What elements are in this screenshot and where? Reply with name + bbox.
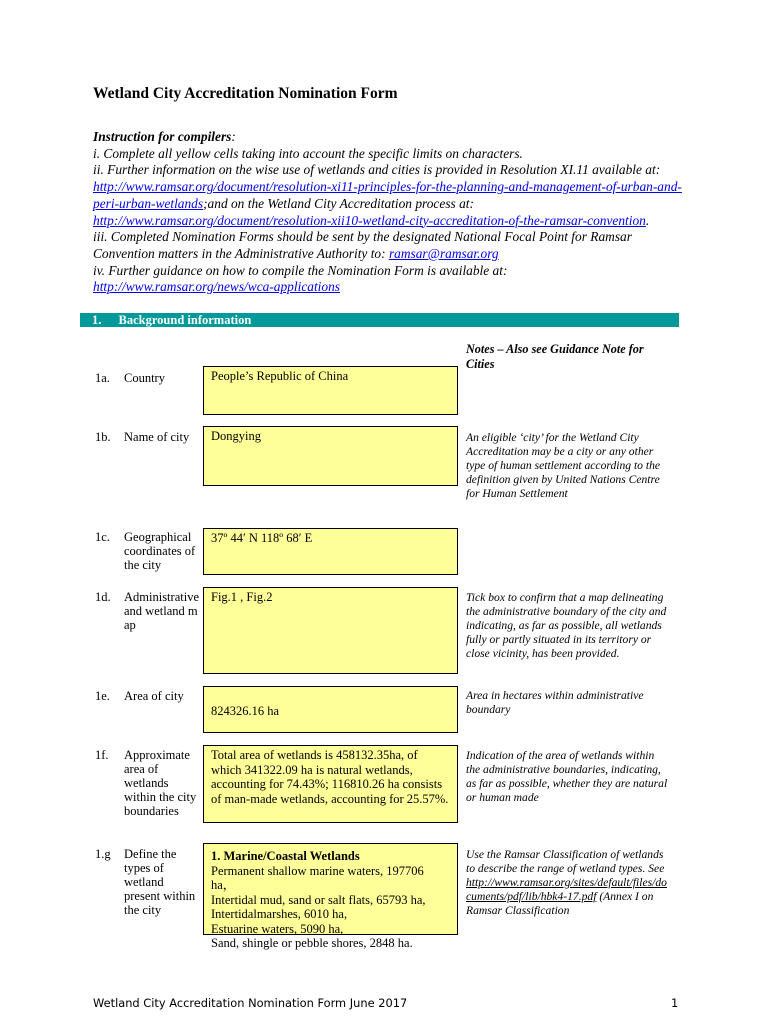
notes-heading: Notes – Also see Guidance Note for Cities xyxy=(466,342,644,371)
row-number-1f: 1f. xyxy=(95,748,109,762)
label-wetland-types: Define the types of wetland present within the city xyxy=(124,847,196,917)
note-city-definition: An eligible ‘city’ for the Wetland City Accreditation may be a city or any other type of human settlement according to the definition given by United Nations Centre for Human Settlement xyxy=(466,431,661,500)
row-number-1g: 1.g xyxy=(95,847,111,861)
resolution-xii10-link[interactable]: http://www.ramsar.org/document/resolution-xii10-wetland-city-accreditation-of-the-ramsar-convention xyxy=(93,212,646,228)
instructions-block xyxy=(93,129,683,296)
wetland-type-item: Estuarine waters, 5090 ha, xyxy=(211,921,344,936)
note-area-city: Area in hectares within administrative boundary xyxy=(466,689,644,716)
section-number: 1. xyxy=(92,313,102,327)
page-number: 1 xyxy=(671,996,679,1010)
area-city-field[interactable]: 824326.16 ha xyxy=(203,686,458,733)
label-country: Country xyxy=(124,371,165,385)
wetland-types-field[interactable] xyxy=(203,843,458,950)
wetland-type-item: Intertidal mud, sand or salt flats, 65793 ha, xyxy=(211,892,426,907)
ramsar-email-link[interactable]: ramsar@ramsar.org xyxy=(388,245,499,261)
label-map: Administrative and wetland map xyxy=(124,590,199,632)
coordinates-field[interactable]: 37º 44′ N 118º 68′ E xyxy=(203,528,458,575)
row-number-1a: 1a. xyxy=(95,371,110,385)
instructions-heading-colon: : xyxy=(231,129,236,144)
section-title: Background information xyxy=(118,313,252,327)
label-city-name: Name of city xyxy=(124,430,190,444)
wca-applications-link[interactable]: http://www.ramsar.org/news/wca-applications xyxy=(93,279,340,295)
note-wetland-types xyxy=(466,848,671,918)
note-wetland-area: Indication of the area of wetlands within the administrative boundaries, indicating, as far as possible, whether they are natural or human made xyxy=(466,749,668,804)
wetland-type-item: Intertidalmarshes, 6010 ha, xyxy=(211,907,348,921)
section-header-background xyxy=(80,313,679,327)
wetland-types-heading: 1. Marine/Coastal Wetlands xyxy=(211,849,360,863)
note-wetland-types-text: Use the Ramsar Classification of wetlands to describe the range of wetland types. See xyxy=(466,848,665,875)
instruction-line-ii-end: . xyxy=(645,212,650,228)
row-number-1b: 1b. xyxy=(95,430,111,444)
instruction-line-ii-cont: ;and on the Wetland City Accreditation process at: xyxy=(203,195,474,211)
instruction-line-ii: ii. Further information on the wise use of wetlands and cities is provided in Resolution XI.11 available at: xyxy=(93,162,661,178)
note-map: Tick box to confirm that a map delineating the administrative boundary of the city and indicating, as far as possible, all wetlands fully or partly situated in its territory or close vicinity, has been provided. xyxy=(466,591,667,660)
label-area-city: Area of city xyxy=(124,689,184,703)
country-field[interactable]: People’s Republic of China xyxy=(203,366,458,415)
city-name-field[interactable]: Dongying xyxy=(203,426,458,486)
row-number-1d: 1d. xyxy=(95,590,111,604)
instruction-line-iv: iv. Further guidance on how to compile the Nomination Form is available at: xyxy=(93,262,508,278)
footer-text: Wetland City Accreditation Nomination Form June 2017 xyxy=(93,996,408,1010)
instruction-line-iii: iii. Completed Nomination Forms should be sent by the designated National Focal Point for Ramsar Convention matters in the Administrative Authority to: xyxy=(93,229,632,261)
note-wetland-types-annex: (Annex I on Ramsar Classification xyxy=(466,890,654,917)
ramsar-classification-link[interactable]: http://www.ramsar.org/sites/default/files/documents/pdf/lib/hbk4-17.pdf xyxy=(466,876,667,903)
wetland-type-item: Sand, shingle or pebble shores, 2848 ha. xyxy=(211,936,413,950)
instructions-heading: Instruction for compilers xyxy=(93,129,232,144)
instruction-line-i: i. Complete all yellow cells taking into account the specific limits on characters. xyxy=(93,145,523,161)
wetland-area-field[interactable]: Total area of wetlands is 458132.35ha, of which 341322.09 ha is natural wetlands, accounting for 74.43%; 116810.26 ha consists of man-made wetlands, accounting for 25.57%. xyxy=(203,745,458,823)
row-number-1e: 1e. xyxy=(95,689,110,703)
row-number-1c: 1c. xyxy=(95,530,110,544)
map-field[interactable]: Fig.1 , Fig.2 xyxy=(203,587,458,674)
label-coordinates: Geographical coordinates of the city xyxy=(124,530,196,572)
page-title: Wetland City Accreditation Nomination Form xyxy=(93,85,398,102)
label-wetland-area: Approximate area of wetlands within the city boundaries xyxy=(124,748,197,818)
wetland-type-item: Permanent shallow marine waters, 197706 ha， xyxy=(211,863,424,892)
resolution-xi11-link[interactable]: http://www.ramsar.org/document/resolution-xi11-principles-for-the-planning-and-management-of-urban-and-peri-urban-wetlands xyxy=(93,179,682,211)
